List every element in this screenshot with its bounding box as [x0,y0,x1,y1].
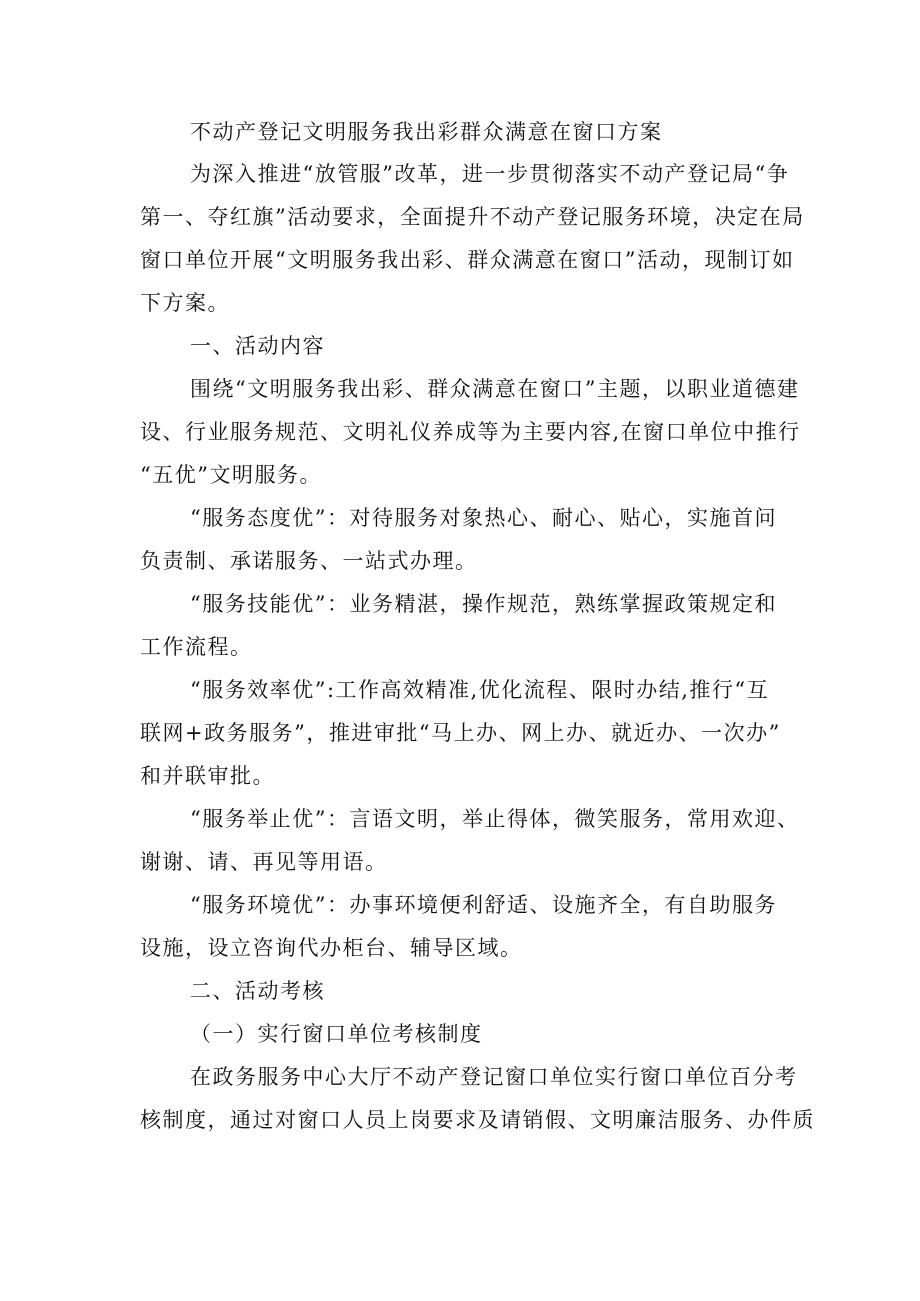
intro-line: 为深入推进“放管服”改革，进一步贯彻落实不动产登记局“争 [190,162,790,186]
skill-item-line: “服务技能优”：业务精湛，操作规范，熟练掌握政策规定和 [190,592,777,616]
conduct-item-line: “服务举止优”：言语文明，举止得体，微笑服务，常用欢迎、 [190,807,800,831]
subsection-heading: （一）实行窗口单位考核制度 [190,1022,483,1046]
intro-line: 窗口单位开展“文明服务我出彩、群众满意在窗口”活动，现制订如 [140,248,795,272]
paragraph-line: 围绕“文明服务我出彩、群众满意在窗口”主题，以职业道德建 [190,377,800,401]
attitude-item-line: “服务态度优”：对待服务对象热心、耐心、贴心，实施首问 [190,506,777,530]
attitude-item-line: 负责制、承诺服务、一站式办理。 [140,549,478,573]
paragraph-line: 核制度，通过对窗口人员上岗要求及请销假、文明廉洁服务、办件质 [140,1108,815,1132]
section-heading: 一、活动内容 [190,334,325,358]
paragraph-line: 设、行业服务规范、文明礼仪养成等为主要内容,在窗口单位中推行 [140,420,801,444]
skill-item-line: 工作流程。 [140,635,253,659]
environment-item-line: “服务环境优”：办事环境便利舒适、设施齐全，有自助服务 [190,893,777,917]
paragraph-line: “五优”文明服务。 [140,463,322,487]
intro-line: 第一、夺红旗”活动要求，全面提升不动产登记服务环境，决定在局 [140,205,805,229]
efficiency-item-line: 和并联审批。 [140,764,275,788]
document-title: 不动产登记文明服务我出彩群众满意在窗口方案 [190,120,663,144]
intro-line: 下方案。 [140,291,230,315]
efficiency-item-line: “服务效率优”:工作高效精准,优化流程、限时办结,推行“互 [190,678,770,702]
paragraph-line: 在政务服务中心大厅不动产登记窗口单位实行窗口单位百分考 [190,1065,798,1089]
efficiency-item-line: 联网+政务服务”，推进审批“马上办、网上办、就近办、一次办” [140,721,781,745]
section-heading: 二、活动考核 [190,979,325,1003]
environment-item-line: 设施，设立咨询代办柜台、辅导区域。 [140,936,523,960]
conduct-item-line: 谢谢、请、再见等用语。 [140,850,388,874]
